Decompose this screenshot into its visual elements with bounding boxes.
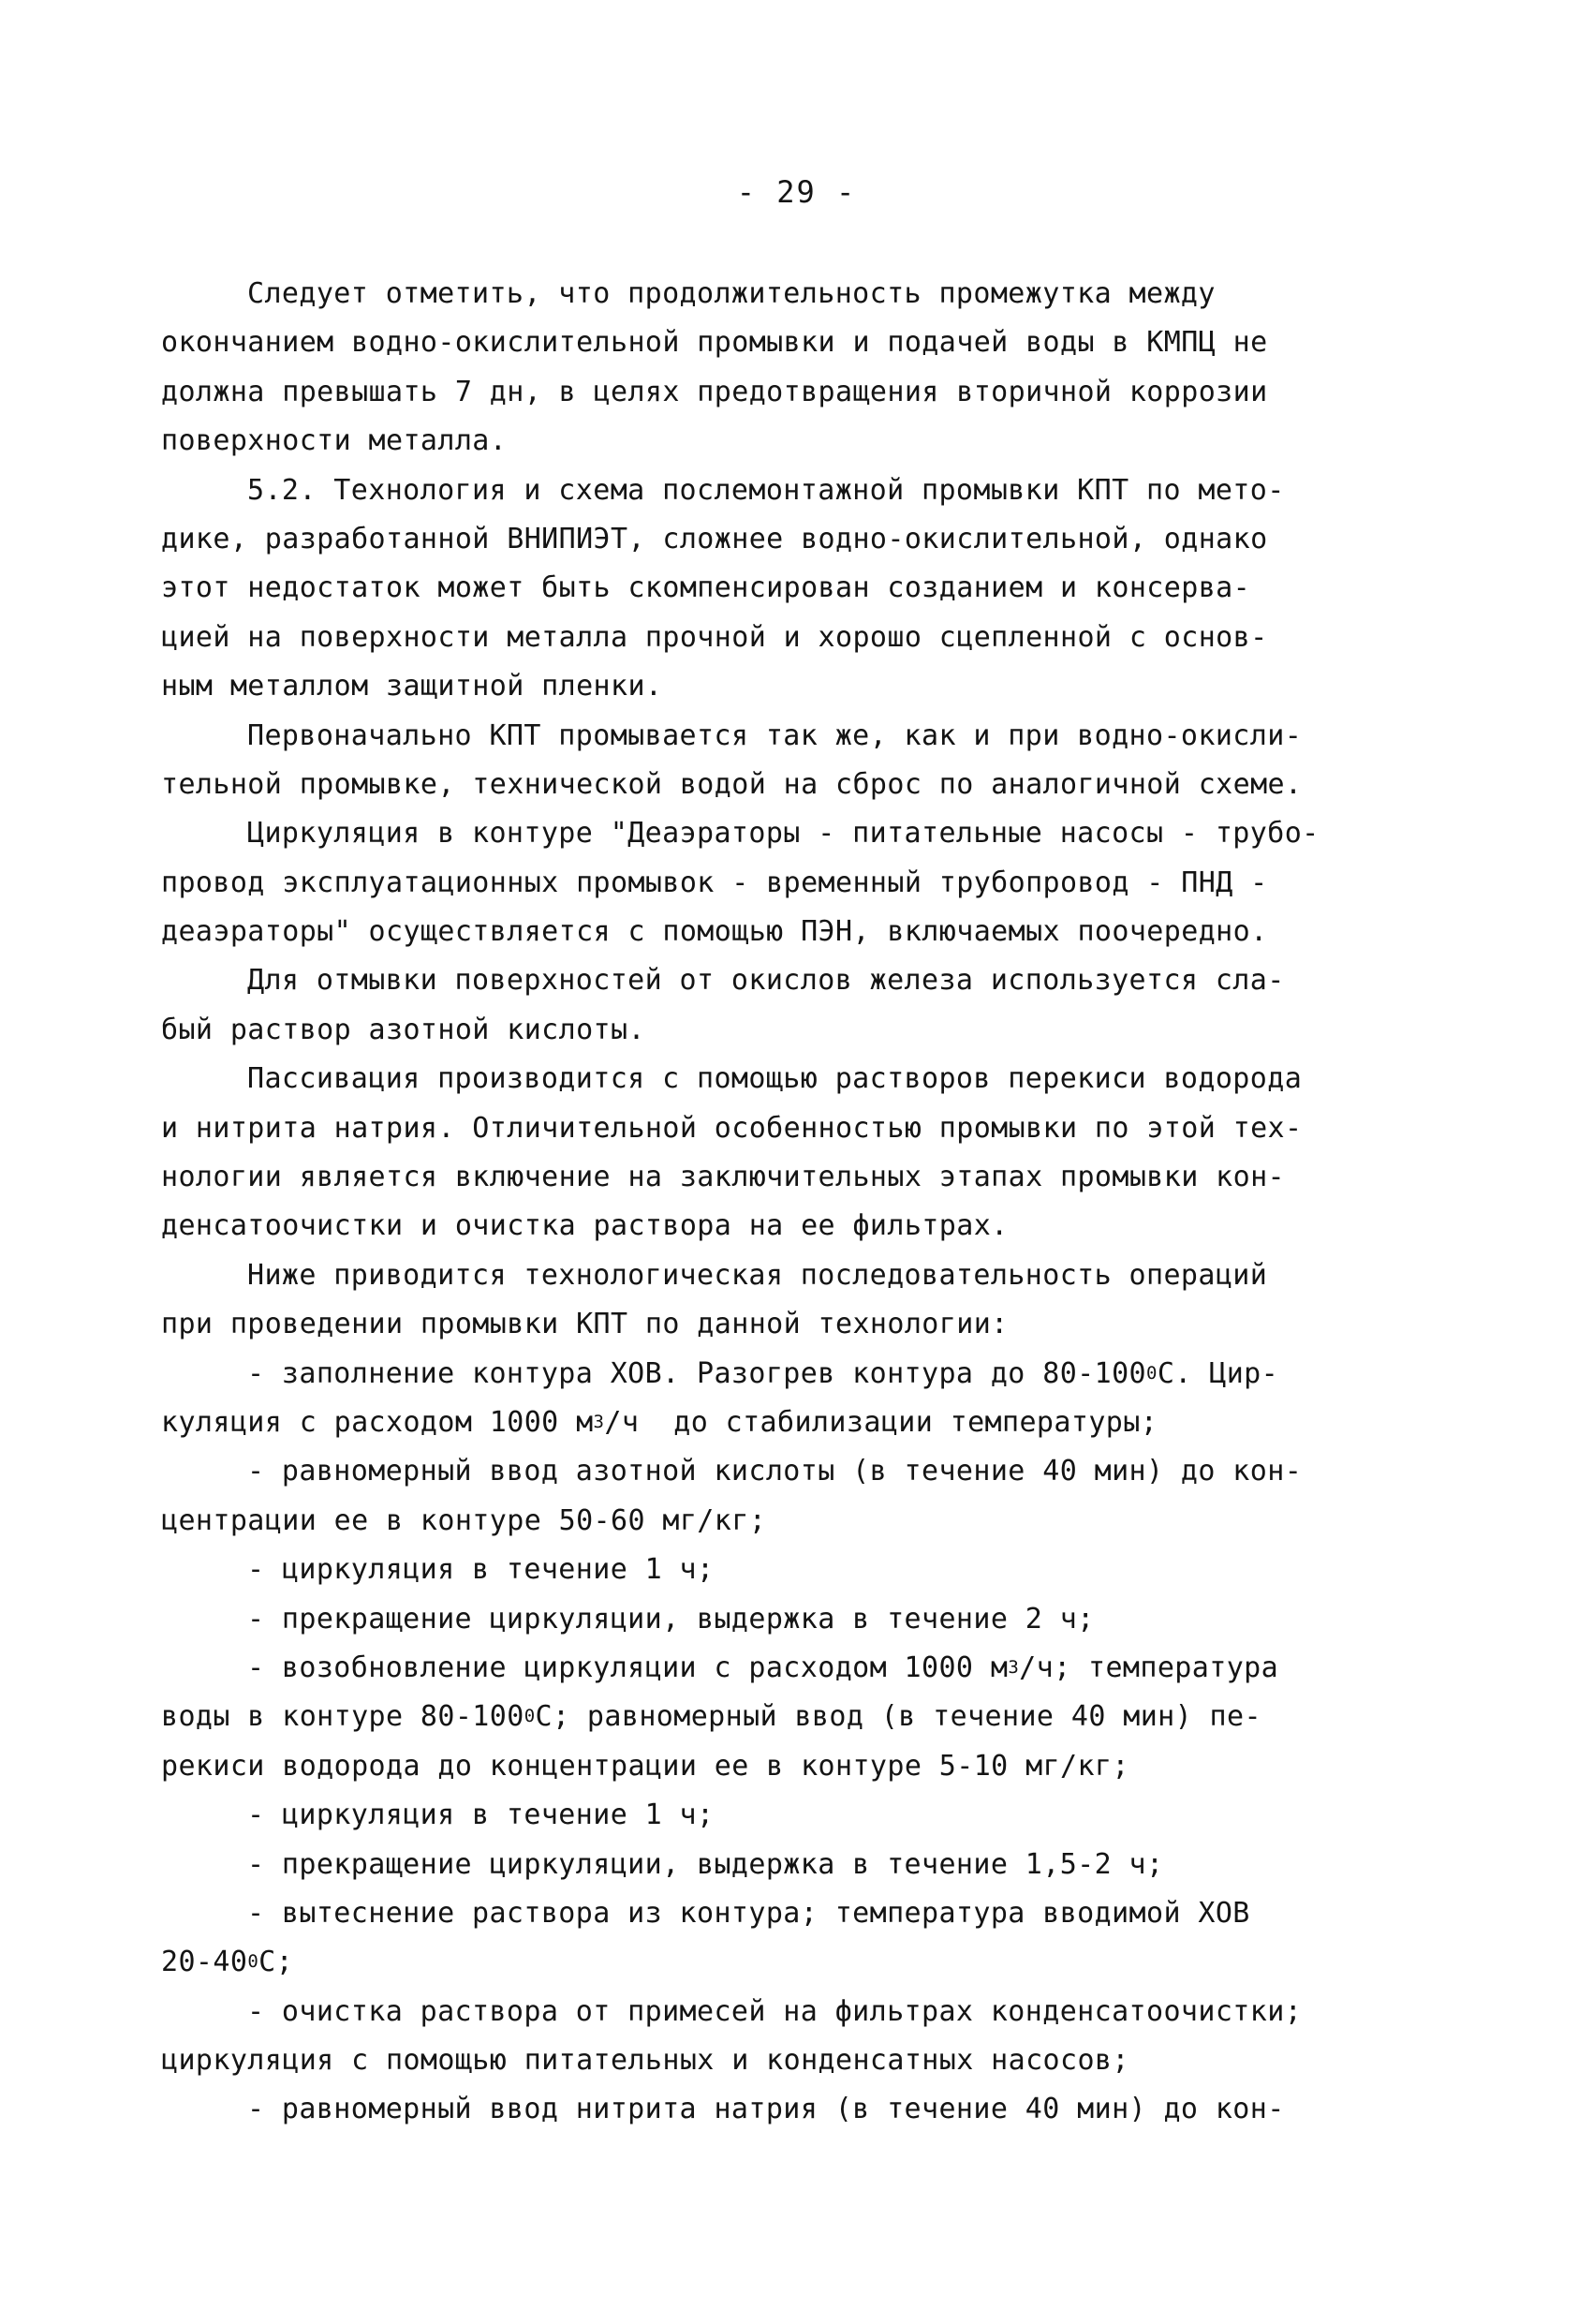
- text-line: денсатоочистки и очистка раствора на ее фильтрах.: [161, 1209, 1009, 1243]
- text-line: Ниже приводится технологическая последовательность операций: [247, 1258, 1268, 1292]
- text-line: - равномерный ввод нитрита натрия (в течение 40 мин) до кон-: [247, 2093, 1285, 2126]
- text-line: ным металлом защитной пленки.: [161, 670, 663, 703]
- text-line: - вытеснение раствора из контура; температура вводимой ХОВ: [247, 1896, 1250, 1930]
- text-line: Для отмывки поверхностей от окислов железа используется сла-: [247, 964, 1285, 998]
- degree-superscript: 0: [524, 1706, 536, 1727]
- cubic-superscript: 3: [593, 1411, 605, 1432]
- text-line: - прекращение циркуляции, выдержка в течение 1,5-2 ч;: [247, 1847, 1164, 1881]
- degree-superscript: 0: [247, 1951, 259, 1973]
- degree-superscript: 0: [1146, 1362, 1158, 1384]
- text-line: тельной промывке, технической водой на сброс по аналогичной схеме.: [161, 767, 1303, 801]
- text-line: бый раствор азотной кислоты.: [161, 1013, 645, 1046]
- cubic-superscript: 3: [1008, 1656, 1020, 1678]
- text-line: провод эксплуатационных промывок - временный трубопровод - ПНД -: [161, 866, 1268, 899]
- text-line: куляция с расходом 1000 $м^3/ч$ до стабилизации температуры;: [161, 1405, 1158, 1439]
- text-line: $20-40^0С$;: [161, 1946, 294, 1979]
- text-line: - циркуляция в течение 1 ч;: [247, 1553, 715, 1587]
- text-line: окончанием водно-окислительной промывки и подачей воды в КМПЦ не: [161, 326, 1268, 360]
- text-line: деаэраторы" осуществляется с помощью ПЭН, включаемых поочередно.: [161, 915, 1268, 949]
- text-line: Первоначально КПТ промывается так же, как и при водно-окисли-: [247, 718, 1303, 752]
- text-line: 5.2. Технология и схема послемонтажной промывки КПТ по мето-: [247, 473, 1285, 507]
- text-line: дике, разработанной ВНИПИЭТ, сложнее водно-окислительной, однако: [161, 522, 1268, 555]
- text-line: и нитрита натрия. Отличительной особенностью промывки по этой тех-: [161, 1111, 1303, 1145]
- text-line: центрации ее в контуре 50-60 мг/кг;: [161, 1503, 767, 1537]
- text-line: нологии является включение на заключительных этапах промывки кон-: [161, 1161, 1285, 1194]
- text-line: - равномерный ввод азотной кислоты (в течение 40 мин) до кон-: [247, 1455, 1303, 1488]
- text-line: - прекращение циркуляции, выдержка в течение 2 ч;: [247, 1602, 1095, 1636]
- text-line: - циркуляция в течение 1 ч;: [247, 1799, 715, 1832]
- text-line: должна превышать 7 дн, в целях предотвращения вторичной коррозии: [161, 375, 1268, 408]
- text-line: при проведении промывки КПТ по данной технологии:: [161, 1308, 1009, 1341]
- text-line: - очистка раствора от примесей на фильтрах конденсатоочистки;: [247, 1994, 1303, 2028]
- text-line: - возобновление циркуляции с расходом 1000 $м^3/ч$; температура: [247, 1650, 1279, 1684]
- text-line: Пассивация производится с помощью растворов перекиси водорода: [247, 1062, 1303, 1096]
- text-line: цией на поверхности металла прочной и хорошо сцепленной с основ-: [161, 620, 1268, 654]
- text-line: Следует отметить, что продолжительность промежутка между: [247, 277, 1216, 310]
- text-line: этот недостаток может быть скомпенсирован созданием и консерва-: [161, 571, 1251, 605]
- text-line: воды в контуре $80-100^0С$; равномерный ввод (в течение 40 мин) пе-: [161, 1700, 1261, 1734]
- text-line: поверхности металла.: [161, 424, 508, 458]
- page-number: - 29 -: [736, 174, 857, 210]
- text-line: циркуляция с помощью питательных и конденсатных насосов;: [161, 2044, 1129, 2078]
- text-line: Циркуляция в контуре "Деаэраторы - питательные насосы - трубо-: [247, 817, 1320, 851]
- text-line: рекиси водорода до концентрации ее в контуре 5-10 мг/кг;: [161, 1749, 1129, 1783]
- text-line: - заполнение контура ХОВ. Разогрев контура до $80-100^0С$. Цир-: [247, 1356, 1279, 1390]
- body-text: [161, 270, 1416, 2135]
